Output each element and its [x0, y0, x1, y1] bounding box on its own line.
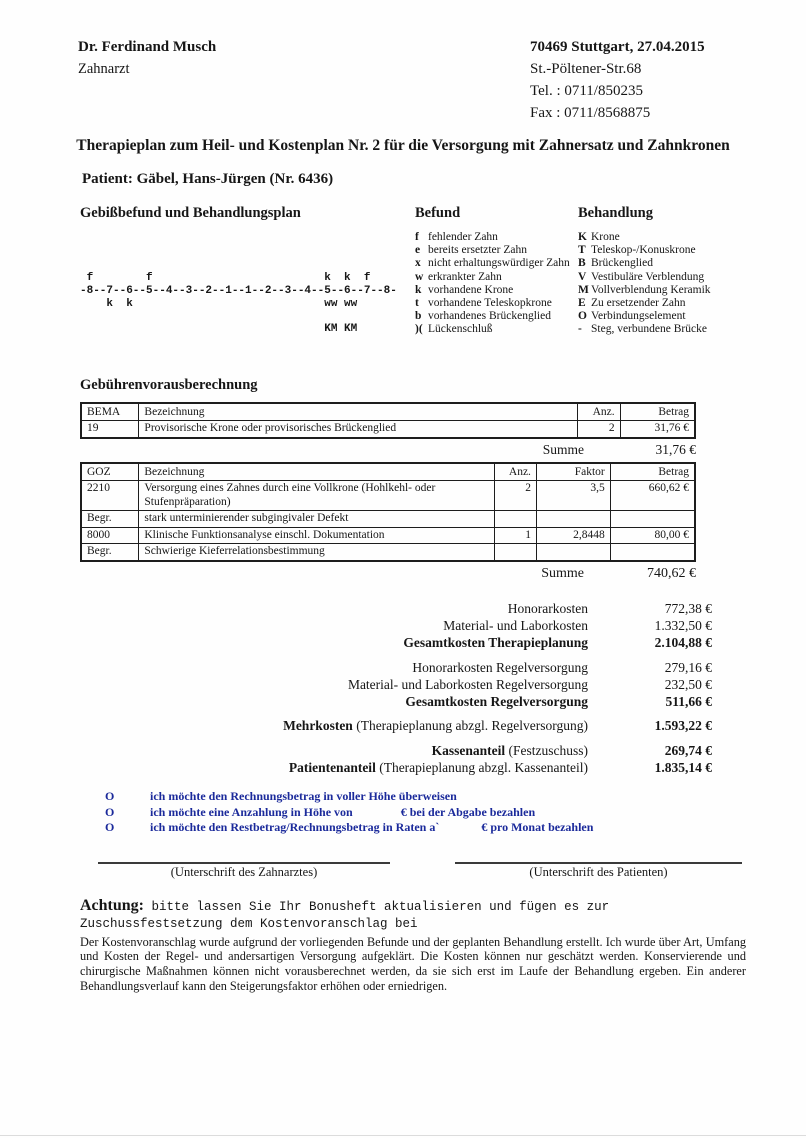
legend-code: E [578, 297, 586, 310]
letterhead [0, 0, 806, 124]
goz-description-cell: Versorgung eines Zahnes durch eine Vollkrone (Hohlkehl- oder Stufenpräparation) [139, 481, 495, 511]
goz-sum-value: 740,62 € [647, 565, 696, 581]
tooth-chart-upper-codes: f f k k f [80, 272, 371, 284]
behandlung-legend-item [578, 257, 806, 270]
behandlung-legend-item [578, 271, 806, 284]
achtung-note [80, 898, 748, 932]
total-row-gesamtkosten-therapieplanung: Gesamtkosten Therapieplanung 2.104,88 € [403, 635, 712, 651]
doctor-name: Dr. Ferdinand Musch [78, 39, 217, 55]
payment-option-full-transfer [105, 789, 806, 805]
radio-marker[interactable]: O [105, 820, 115, 835]
goz-factor-cell [536, 544, 610, 561]
total-value: 2.104,88 € [654, 635, 712, 651]
legend-code: V [578, 270, 587, 283]
bema-header-row [81, 403, 695, 421]
goz-factor-cell: 3,5 [536, 481, 610, 511]
total-value: 772,38 € [664, 600, 712, 616]
befund-legend-column [415, 205, 578, 337]
radio-marker[interactable]: O [105, 789, 115, 804]
document-title: Therapieplan zum Heil- und Kostenplan Nr. 2 für die Versorgung mit Zahnersatz und Zahnkronen [76, 137, 730, 154]
legend-code: O [578, 310, 587, 323]
behandlung-legend-item [578, 323, 806, 336]
legend-label: Verbindungselement [591, 310, 686, 323]
total-value: 1.332,50 € [654, 617, 712, 633]
bema-table [80, 402, 696, 439]
befund-heading: Befund [415, 205, 461, 221]
tooth-chart-lower-codes: k k ww ww [80, 298, 358, 310]
behandlung-legend-column [578, 205, 806, 337]
goz-col-header: Faktor [536, 463, 610, 481]
total-value: 1.593,22 € [654, 718, 712, 734]
total-row-material-laborkosten: Material- und Laborkosten 1.332,50 € [443, 617, 712, 633]
total-value: 1.835,14 € [654, 760, 712, 775]
goz-table-row [81, 511, 695, 528]
legend-code: w [415, 270, 424, 283]
total-row-material-laborkosten-regelversorgung: Material- und Laborkosten Regelversorgung 232,50 € [347, 676, 712, 692]
goz-code-cell: 8000 [81, 527, 139, 544]
dentist-signature-line: (Unterschrift des Zahnarztes) [98, 862, 390, 880]
legend-code: e [415, 244, 421, 257]
goz-description-cell: stark unterminierender subgingivaler Defekt [139, 511, 495, 528]
legend-label: Zu ersetzender Zahn [591, 297, 686, 310]
payment-option-label: ich möchte eine Anzahlung in Höhe von € bei der Abgabe bezahlen [150, 804, 536, 819]
goz-code-cell: Begr. [81, 511, 139, 528]
goz-table-row [81, 481, 695, 511]
patient-line: Patient: Gäbel, Hans-Jürgen (Nr. 6436) [82, 171, 334, 187]
total-value: 232,50 € [664, 676, 712, 692]
befund-legend-item [415, 284, 578, 297]
doctor-block [78, 36, 216, 124]
fees-heading: Gebührenvorausberechnung [80, 376, 258, 393]
goz-description-cell: Schwierige Kieferrelationsbestimmung [139, 544, 495, 561]
achtung-label: Achtung: [80, 896, 145, 914]
legend-code: T [578, 244, 586, 257]
tooth-chart-numbers: -8--7--6--5--4--3--2--1--1--2--3--4--5--6--7--8- [80, 285, 397, 297]
befund-legend-item [415, 244, 578, 257]
legend-code: )( [415, 323, 423, 336]
legend-code: K [578, 231, 587, 243]
legend-label: Krone [591, 231, 620, 243]
bema-col-header: Anz. [577, 403, 620, 421]
legend-code: f [415, 231, 419, 243]
goz-header-row [81, 463, 695, 481]
befund-legend-item [415, 297, 578, 310]
goz-col-header: GOZ [81, 463, 139, 481]
legend-label: Brückenglied [591, 257, 653, 270]
legend-label: nicht erhaltungswürdiger Zahn [428, 257, 570, 270]
behandlung-legend [578, 231, 806, 337]
disclaimer-paragraph: Der Kostenvoranschlag wurde aufgrund der vorliegenden Befunde und der geplanten Behandlung erstellt. Ich wurde über Art, Umfang und Kosten der Regel- und andersartigen Versorgung aufgeklärt. Die Kosten können nur geschätzt werden. Konservierende und chirurgische Maßnahmen können nicht vorausberechnet werden, da sie sich erst im Laufe der Behandlung ergeben. Ein anderer Behandlungsverlauf kann den Steigerungsfaktor erhöhen oder erniedrigen. [80, 934, 746, 993]
total-row-mehrkosten: Mehrkosten (Therapieplanung abzgl. Regelversorgung) 1.593,22 € [283, 718, 712, 734]
bema-col-header: Betrag [620, 403, 695, 421]
goz-col-header: Betrag [610, 463, 695, 481]
befund-legend-item [415, 257, 578, 270]
doctor-role: Zahnarzt [78, 61, 130, 77]
total-row-honorarkosten-regelversorgung: Honorarkosten Regelversorgung 279,16 € [412, 659, 712, 675]
legend-label: vorhandenes Brückenglied [428, 310, 551, 323]
legend-label: bereits ersetzter Zahn [428, 244, 527, 257]
tooth-chart-km-codes: KM KM [80, 323, 358, 335]
bema-col-header: Bezeichnung [139, 403, 577, 421]
goz-qty-cell [495, 511, 537, 528]
total-row-honorarkosten: Honorarkosten 772,38 € [507, 600, 712, 616]
goz-qty-cell: 1 [495, 527, 537, 544]
city-and-date: 70469 Stuttgart, 27.04.2015 [530, 39, 705, 55]
goz-code-cell: Begr. [81, 544, 139, 561]
befund-legend-item [415, 310, 578, 323]
goz-factor-cell [536, 511, 610, 528]
bema-table-row [81, 421, 695, 438]
legend-label: Lückenschluß [428, 323, 493, 336]
payment-option-installments [105, 820, 806, 836]
tooth-chart-column [80, 205, 415, 337]
behandlung-legend-item [578, 284, 806, 297]
scan-artifact-line [0, 1135, 806, 1136]
befund-legend-item [415, 271, 578, 284]
legend-label: Vollverblendung Keramik [591, 283, 711, 296]
goz-sum-row [80, 562, 696, 588]
goz-description-cell: Klinische Funktionsanalyse einschl. Dokumentation [139, 527, 495, 544]
total-value: 279,16 € [664, 659, 712, 675]
payment-option-label: ich möchte den Rechnungsbetrag in voller Höhe überweisen [150, 789, 457, 804]
phone-number: Tel. : 0711/850235 [530, 83, 643, 99]
legend-label: Teleskop-/Konuskrone [591, 244, 696, 257]
goz-amount-cell: 80,00 € [610, 527, 695, 544]
legend-code: - [578, 323, 582, 336]
befund-legend-item [415, 231, 578, 244]
bema-col-header: BEMA [81, 403, 139, 421]
bema-description-cell: Provisorische Krone oder provisorisches Brückenglied [139, 421, 577, 438]
legend-code: x [415, 257, 421, 270]
total-row-patientenanteil: Patientenanteil (Therapieplanung abzgl. Kassenanteil) 1.835,14 € [288, 760, 712, 775]
payment-option-label: ich möchte den Restbetrag/Rechnungsbetrag in Raten a` € pro Monat bezahlen [150, 820, 594, 835]
bema-amount-cell: 31,76 € [620, 421, 695, 438]
goz-col-header: Bezeichnung [139, 463, 495, 481]
goz-table-row [81, 544, 695, 561]
legend-code: b [415, 310, 422, 323]
legend-code: k [415, 283, 422, 296]
goz-qty-cell: 2 [495, 481, 537, 511]
legend-label: vorhandene Teleskopkrone [428, 297, 552, 310]
legend-code: B [578, 257, 586, 270]
legend-label: vorhandene Krone [428, 283, 514, 296]
goz-amount-cell: 660,62 € [610, 481, 695, 511]
legend-label: fehlender Zahn [428, 231, 498, 243]
tooth-chart [80, 272, 415, 336]
practice-address-block [530, 36, 728, 124]
goz-table-row [81, 527, 695, 544]
signature-area [0, 858, 806, 896]
findings-section [80, 205, 806, 337]
goz-factor-cell: 2,8448 [536, 527, 610, 544]
legend-code: t [415, 297, 419, 310]
goz-amount-cell [610, 544, 695, 561]
bema-sum-label: Summe [542, 441, 584, 457]
legend-label: Vestibuläre Verblendung [591, 270, 705, 283]
total-row-kassenanteil: Kassenanteil (Festzuschuss) 269,74 € [431, 742, 712, 758]
total-value: 269,74 € [664, 742, 712, 758]
street-address: St.-Pöltener-Str.68 [530, 61, 642, 77]
findings-heading: Gebißbefund und Behandlungsplan [80, 205, 301, 221]
goz-code-cell: 2210 [81, 481, 139, 511]
bema-qty-cell: 2 [577, 421, 620, 438]
payment-options [105, 789, 806, 836]
patient-signature-line: (Unterschrift des Patienten) [455, 862, 742, 880]
payment-option-downpayment [105, 805, 806, 821]
behandlung-legend-item [578, 231, 806, 244]
behandlung-legend-item [578, 310, 806, 323]
legend-code: M [578, 283, 589, 296]
legend-label: Steg, verbundene Brücke [591, 323, 707, 336]
bema-code-cell: 19 [81, 421, 139, 438]
goz-qty-cell [495, 544, 537, 561]
goz-table [80, 462, 696, 562]
behandlung-legend-item [578, 244, 806, 257]
total-value: 511,66 € [665, 694, 712, 710]
achtung-text: bitte lassen Sie Ihr Bonusheft aktualisieren und fügen es zur Zuschussfestsetzung dem Kostenvoranschlag bei [80, 899, 610, 931]
behandlung-heading: Behandlung [578, 205, 653, 221]
total-row-gesamtkosten-regelversorgung: Gesamtkosten Regelversorgung 511,66 € [405, 694, 712, 710]
cost-summary [0, 600, 806, 777]
goz-sum-label: Summe [541, 565, 584, 581]
fax-number: Fax : 0711/8568875 [530, 105, 651, 121]
bema-sum-value: 31,76 € [655, 441, 696, 457]
behandlung-legend-item [578, 297, 806, 310]
radio-marker[interactable]: O [105, 804, 115, 819]
legend-label: erkrankter Zahn [428, 270, 502, 283]
goz-amount-cell [610, 511, 695, 528]
bema-sum-row [80, 439, 696, 462]
befund-legend [415, 231, 578, 337]
befund-legend-item [415, 323, 578, 336]
goz-col-header: Anz. [495, 463, 537, 481]
